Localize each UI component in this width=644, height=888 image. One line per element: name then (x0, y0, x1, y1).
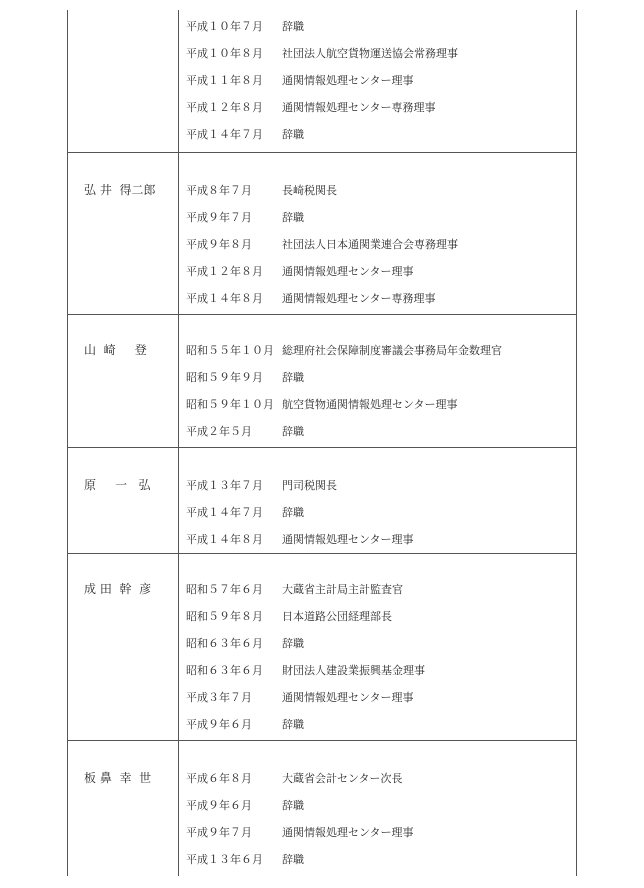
career-position: 辞職 (282, 128, 304, 141)
person-name: 板 鼻 幸 世 (84, 771, 152, 785)
career-position: 航空貨物通関情報処理センター理事 (282, 398, 458, 411)
table-column-divider (178, 10, 179, 876)
career-date: 平成１４年８月 (186, 533, 263, 546)
career-date: 平成１０年８月 (186, 47, 263, 60)
career-date: 平成１０年７月 (186, 20, 263, 33)
career-date: 平成１４年７月 (186, 506, 263, 519)
career-position: 総理府社会保障制度審議会事務局年金数理官 (282, 344, 502, 357)
career-position: 辞職 (282, 425, 304, 438)
career-date: 平成９年６月 (186, 799, 252, 812)
career-date: 昭和５５年１０月 (186, 344, 274, 357)
career-date: 平成９年７月 (186, 826, 252, 839)
career-date: 昭和５９年１０月 (186, 398, 274, 411)
career-position: 辞職 (282, 637, 304, 650)
career-position: 辞職 (282, 371, 304, 384)
career-position: 大蔵省会計センター次長 (282, 772, 403, 785)
row-separator (67, 314, 577, 315)
career-date: 昭和６３年６月 (186, 637, 263, 650)
career-position: 社団法人航空貨物運送協会常務理事 (282, 47, 458, 60)
career-date: 平成８年７月 (186, 184, 252, 197)
career-date: 平成１３年６月 (186, 853, 263, 866)
person-name: 原 一 弘 (84, 478, 151, 492)
career-position: 財団法人建設業振興基金理事 (282, 664, 425, 677)
person-name: 弘 井 得二郎 (84, 183, 156, 197)
career-date: 平成９年８月 (186, 238, 252, 251)
table-border-right (576, 10, 577, 876)
career-date: 平成１２年８月 (186, 265, 263, 278)
career-position: 辞職 (282, 211, 304, 224)
career-position: 日本道路公団経理部長 (282, 610, 392, 623)
career-date: 平成１１年８月 (186, 74, 263, 87)
career-position: 通関情報処理センター専務理事 (282, 101, 436, 114)
career-position: 辞職 (282, 20, 304, 33)
career-position: 大蔵省主計局主計監査官 (282, 583, 403, 596)
career-date: 平成１３年７月 (186, 479, 263, 492)
career-position: 通関情報処理センター理事 (282, 265, 414, 278)
career-date: 平成１４年８月 (186, 292, 263, 305)
career-position: 通関情報処理センター理事 (282, 826, 414, 839)
career-date: 平成１２年８月 (186, 101, 263, 114)
row-separator (67, 553, 577, 554)
career-date: 昭和５７年６月 (186, 583, 263, 596)
career-position: 辞職 (282, 799, 304, 812)
career-position: 通関情報処理センター理事 (282, 691, 414, 704)
career-position: 辞職 (282, 853, 304, 866)
career-date: 昭和６３年６月 (186, 664, 263, 677)
row-separator (67, 152, 577, 153)
career-position: 辞職 (282, 718, 304, 731)
career-position: 通関情報処理センター理事 (282, 74, 414, 87)
career-date: 平成９年６月 (186, 718, 252, 731)
table-border-left (67, 10, 68, 876)
career-position: 社団法人日本通関業連合会専務理事 (282, 238, 458, 251)
row-separator (67, 740, 577, 741)
career-date: 平成９年７月 (186, 211, 252, 224)
career-date: 平成６年８月 (186, 772, 252, 785)
career-date: 平成２年５月 (186, 425, 252, 438)
career-position: 長崎税関長 (282, 184, 337, 197)
career-date: 平成３年７月 (186, 691, 252, 704)
career-position: 通関情報処理センター理事 (282, 533, 414, 546)
career-date: 昭和５９年８月 (186, 610, 263, 623)
career-position: 通関情報処理センター専務理事 (282, 292, 436, 305)
row-separator (67, 447, 577, 448)
career-date: 昭和５９年９月 (186, 371, 263, 384)
person-name: 成 田 幹 彦 (84, 582, 152, 596)
person-name: 山 崎 登 (84, 343, 147, 357)
career-position: 門司税関長 (282, 479, 337, 492)
career-date: 平成１４年７月 (186, 128, 263, 141)
career-position: 辞職 (282, 506, 304, 519)
